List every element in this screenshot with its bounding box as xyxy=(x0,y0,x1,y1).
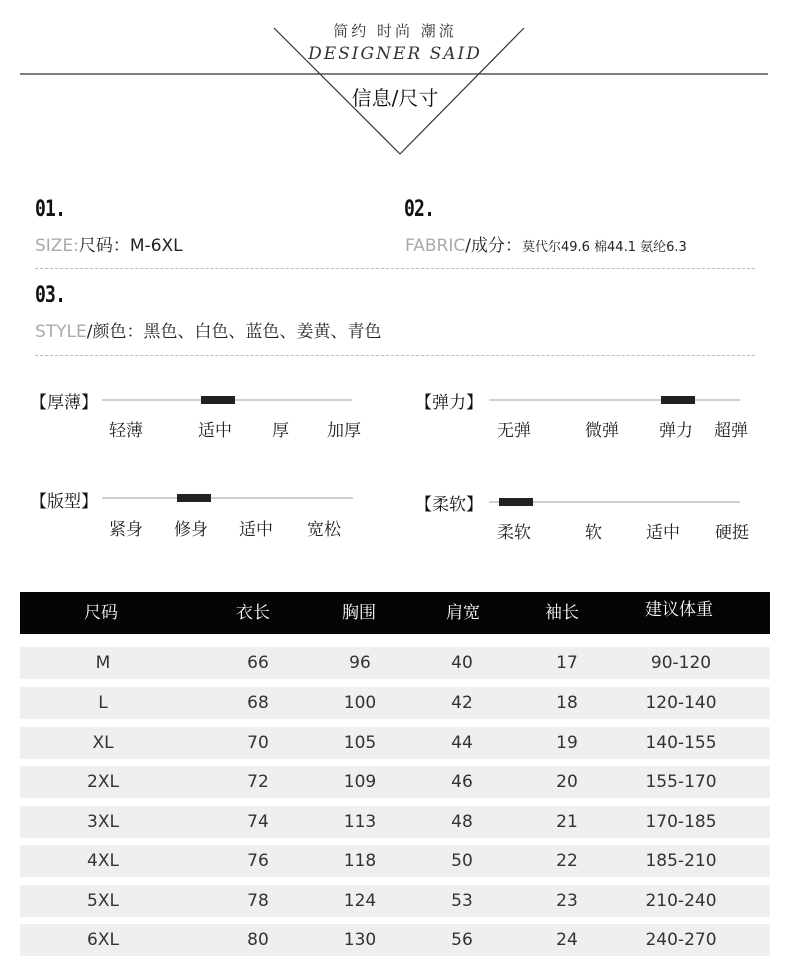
cell-length: 80 xyxy=(247,930,269,950)
cell-sleeve: 22 xyxy=(556,851,578,871)
cell-weight: 170-185 xyxy=(645,812,717,832)
thickness-indicator xyxy=(201,396,235,404)
thickness-title: 【厚薄】 xyxy=(30,393,98,413)
header-english-title: DESIGNER SAID xyxy=(308,44,482,64)
cell-size: L xyxy=(98,693,108,713)
cell-chest: 96 xyxy=(349,653,371,673)
cell-shoulder: 50 xyxy=(451,851,473,871)
elasticity-indicator xyxy=(661,396,695,404)
cell-sleeve: 20 xyxy=(556,772,578,792)
cell-length: 74 xyxy=(247,812,269,832)
fit-track xyxy=(102,497,353,499)
column-header: 袖长 xyxy=(545,603,579,623)
cell-chest: 124 xyxy=(343,891,377,911)
style-info xyxy=(35,317,382,342)
header-subtitle: 简约 时尚 潮流 xyxy=(333,22,457,40)
elasticity-track xyxy=(489,399,740,401)
cell-sleeve: 23 xyxy=(556,891,578,911)
elasticity-option: 超弹 xyxy=(714,421,748,441)
thickness-option: 厚 xyxy=(272,421,289,441)
table-row xyxy=(20,647,770,679)
style-number: 03. xyxy=(35,283,66,308)
cell-length: 70 xyxy=(247,733,269,753)
fit-option: 宽松 xyxy=(307,520,341,540)
column-header: 建议体重 xyxy=(645,600,713,620)
cell-chest: 118 xyxy=(343,851,377,871)
cell-sleeve: 19 xyxy=(556,733,578,753)
cell-size: 5XL xyxy=(87,891,119,911)
cell-shoulder: 44 xyxy=(451,733,473,753)
cell-shoulder: 46 xyxy=(451,772,473,792)
cell-size: 2XL xyxy=(87,772,119,792)
softness-option: 硬挺 xyxy=(715,523,749,543)
fabric-number: 02. xyxy=(404,197,435,222)
cell-chest: 105 xyxy=(343,733,377,753)
cell-weight: 90-120 xyxy=(650,653,712,673)
cell-chest: 100 xyxy=(343,693,377,713)
elasticity-option: 弹力 xyxy=(659,421,693,441)
cell-shoulder: 48 xyxy=(451,812,473,832)
fit-indicator xyxy=(177,494,211,502)
cell-shoulder: 42 xyxy=(451,693,473,713)
cell-sleeve: 21 xyxy=(556,812,578,832)
cell-shoulder: 56 xyxy=(451,930,473,950)
cell-size: 6XL xyxy=(87,930,119,950)
divider xyxy=(35,268,755,269)
elasticity-title: 【弹力】 xyxy=(415,393,483,413)
column-header: 尺码 xyxy=(84,603,118,623)
size-label: 尺码： xyxy=(78,236,130,256)
divider xyxy=(35,355,755,356)
softness-indicator xyxy=(499,498,533,506)
size-info xyxy=(35,231,183,256)
cell-sleeve: 24 xyxy=(556,930,578,950)
thickness-option: 适中 xyxy=(198,421,232,441)
cell-weight: 185-210 xyxy=(645,851,717,871)
cell-length: 68 xyxy=(247,693,269,713)
cell-weight: 240-270 xyxy=(645,930,717,950)
cell-shoulder: 53 xyxy=(451,891,473,911)
fabric-en-label: FABRIC xyxy=(405,236,466,256)
table-row xyxy=(20,845,770,877)
softness-title: 【柔软】 xyxy=(415,495,483,515)
column-header: 衣长 xyxy=(236,603,270,623)
column-header: 肩宽 xyxy=(446,603,480,623)
cell-weight: 155-170 xyxy=(645,772,717,792)
softness-option: 柔软 xyxy=(497,523,531,543)
style-en-label: STYLE xyxy=(35,322,87,342)
table-row xyxy=(20,924,770,956)
fit-title: 【版型】 xyxy=(30,492,98,512)
cell-size: M xyxy=(95,653,111,673)
cell-size: XL xyxy=(92,733,114,753)
cell-length: 78 xyxy=(247,891,269,911)
size-table-header xyxy=(20,592,770,634)
cell-sleeve: 18 xyxy=(556,693,578,713)
column-header: 胸围 xyxy=(342,603,376,623)
softness-option: 软 xyxy=(585,523,602,543)
fabric-label: /成分： xyxy=(465,236,522,256)
thickness-option: 轻薄 xyxy=(109,421,143,441)
fit-option: 适中 xyxy=(239,520,273,540)
size-number: 01. xyxy=(35,197,66,222)
elasticity-option: 无弹 xyxy=(497,421,531,441)
cell-weight: 140-155 xyxy=(645,733,717,753)
size-en-label: SIZE: xyxy=(35,236,79,256)
fabric-value: 莫代尔49.6 棉44.1 氨纶6.3 xyxy=(521,240,687,255)
section-title: 信息/尺寸 xyxy=(351,86,439,110)
cell-size: 3XL xyxy=(87,812,119,832)
table-row xyxy=(20,687,770,719)
cell-chest: 109 xyxy=(343,772,377,792)
style-label: /颜色： xyxy=(86,322,144,342)
table-row xyxy=(20,885,770,917)
fabric-info xyxy=(405,231,687,256)
softness-option: 适中 xyxy=(646,523,680,543)
cell-weight: 210-240 xyxy=(645,891,717,911)
cell-sleeve: 17 xyxy=(556,653,578,673)
cell-length: 76 xyxy=(247,851,269,871)
fit-option: 紧身 xyxy=(109,520,143,540)
thickness-option: 加厚 xyxy=(327,421,361,441)
table-row xyxy=(20,766,770,798)
cell-length: 72 xyxy=(247,772,269,792)
cell-shoulder: 40 xyxy=(451,653,473,673)
cell-chest: 113 xyxy=(343,812,377,832)
cell-chest: 130 xyxy=(343,930,377,950)
cell-size: 4XL xyxy=(87,851,119,871)
style-value: 黑色、白色、蓝色、姜黄、青色 xyxy=(143,322,382,342)
fit-option: 修身 xyxy=(174,520,208,540)
table-row xyxy=(20,727,770,759)
table-row xyxy=(20,806,770,838)
cell-weight: 120-140 xyxy=(645,693,717,713)
size-value: M-6XL xyxy=(129,236,183,256)
elasticity-option: 微弹 xyxy=(585,421,619,441)
cell-length: 66 xyxy=(247,653,269,673)
